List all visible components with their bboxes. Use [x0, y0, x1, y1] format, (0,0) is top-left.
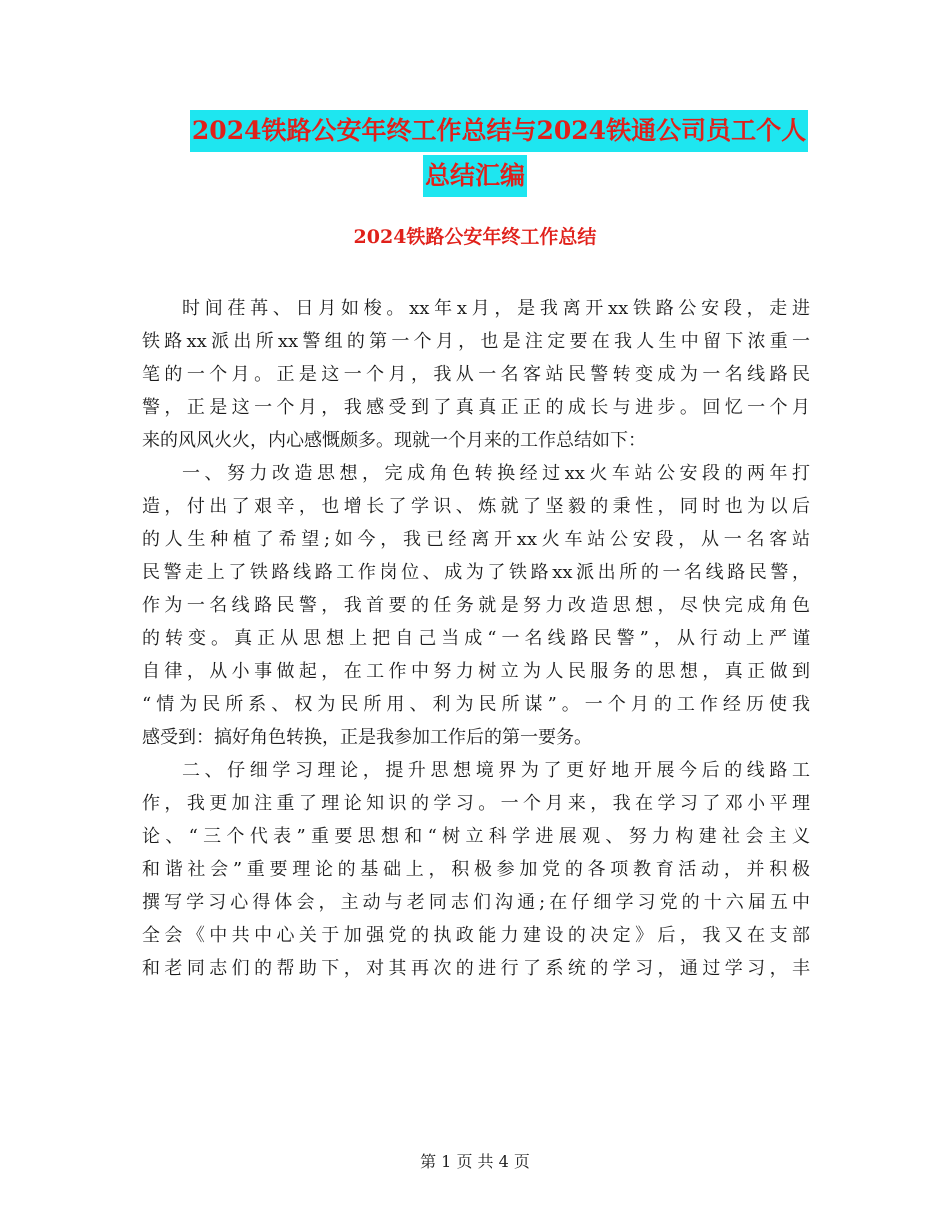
text-line: 时间荏苒、日月如梭。xx年x月，是我离开xx铁路公安段，走进	[182, 298, 810, 319]
section-title: 2024铁路公安年终工作总结	[353, 226, 597, 248]
text-line: 感受到：搞好角色转换，正是我参加工作后的第一要务。	[142, 727, 592, 748]
text-line: 和老同志们的帮助下，对其再次的进行了系统的学习，通过学习，丰	[142, 958, 810, 979]
text-line: 警，正是这一个月，我感受到了真真正正的成长与进步。回忆一个月	[142, 397, 810, 418]
body-text	[142, 292, 810, 985]
text-line: 作，我更加注重了理论知识的学习。一个月来，我在学习了邓小平理	[142, 793, 810, 814]
text-line: “情为民所系、权为民所用、利为民所谋”。一个月的工作经历使我	[142, 694, 810, 715]
text-line: 一、努力改造思想，完成角色转换经过xx火车站公安段的两年打	[182, 463, 810, 484]
text-line: 作为一名线路民警，我首要的任务就是努力改造思想，尽快完成角色	[142, 595, 810, 616]
text-line: 自律，从小事做起，在工作中努力树立为人民服务的思想，真正做到	[142, 661, 810, 682]
text-line: 全会《中共中心关于加强党的执政能力建设的决定》后，我又在支部	[142, 925, 810, 946]
text-line: 撰写学习心得体会，主动与老同志们沟通;在仔细学习党的十六届五中	[142, 892, 810, 913]
text-line: 和谐社会”重要理论的基础上，积极参加党的各项教育活动，并积极	[142, 859, 810, 880]
text-line: 造，付出了艰辛，也增长了学识、炼就了坚毅的秉性，同时也为以后	[142, 496, 810, 517]
title-line-1: 2024铁路公安年终工作总结与2024铁通公司员工个人	[190, 110, 808, 152]
title-line-2: 总结汇编	[423, 155, 527, 197]
document-title	[0, 110, 950, 200]
text-line: 来的风风火火，内心感慨颇多。现就一个月来的工作总结如下：	[142, 430, 646, 451]
text-line: 论、“三个代表”重要思想和“树立科学进展观、努力构建社会主义	[142, 826, 810, 847]
text-line: 民警走上了铁路线路工作岗位、成为了铁路xx派出所的一名线路民警，	[142, 562, 810, 583]
text-line: 的人生种植了希望;如今，我已经离开xx火车站公安段，从一名客站	[142, 529, 810, 550]
text-line: 的转变。真正从思想上把自己当成“一名线路民警”，从行动上严谨	[142, 628, 810, 649]
text-line: 笔的一个月。正是这一个月，我从一名客站民警转变成为一名线路民	[142, 364, 810, 385]
text-line: 铁路xx派出所xx警组的第一个月，也是注定要在我人生中留下浓重一	[142, 331, 810, 352]
page-number: 第 1 页 共 4 页	[420, 1152, 530, 1171]
text-line: 二、仔细学习理论，提升思想境界为了更好地开展今后的线路工	[182, 760, 810, 781]
